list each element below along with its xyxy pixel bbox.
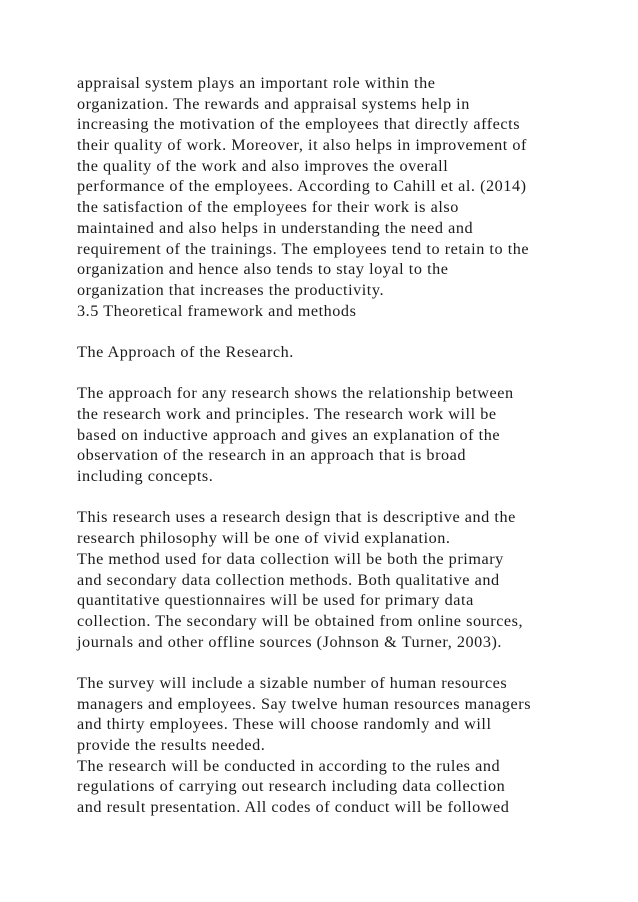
text-line: performance of the employees. According to Cahill et al. (2014) bbox=[77, 177, 527, 196]
text-line: This research uses a research design that is descriptive and the bbox=[77, 508, 516, 527]
section-heading: 3.5 Theoretical framework and methods bbox=[77, 301, 357, 320]
text-line: research philosophy will be one of vivid explanation. bbox=[77, 529, 451, 548]
blank-line bbox=[77, 487, 617, 508]
text-line: collection. The secondary will be obtained from online sources, bbox=[77, 611, 524, 630]
text-line: based on inductive approach and gives an explanation of the bbox=[77, 425, 501, 444]
text-line: and secondary data collection methods. Both qualitative and bbox=[77, 570, 500, 589]
text-line: The approach for any research shows the relationship between bbox=[77, 384, 514, 403]
text-line: provide the results needed. bbox=[77, 736, 266, 754]
text-line: organization that increases the productivity. bbox=[77, 280, 385, 299]
blank-line bbox=[77, 321, 617, 342]
text-line: The method used for data collection will be both the primary bbox=[77, 549, 504, 568]
text-line: the satisfaction of the employees for their work is also bbox=[77, 198, 459, 217]
text-line: regulations of carrying out research including data collection bbox=[77, 777, 506, 796]
text-line: managers and employees. Say twelve human resources managers bbox=[77, 694, 532, 713]
text-line: The research will be conducted in according to the rules and bbox=[77, 756, 501, 775]
blank-line bbox=[77, 363, 617, 384]
text-line: and thirty employees. These will choose randomly and will bbox=[77, 715, 492, 734]
text-line: requirement of the trainings. The employees tend to retain to the bbox=[77, 239, 530, 258]
text-line: including concepts. bbox=[77, 467, 214, 486]
text-line: The survey will include a sizable number of human resources bbox=[77, 673, 508, 692]
text-line: organization. The rewards and appraisal systems help in bbox=[77, 94, 470, 113]
text-line: their quality of work. Moreover, it also helps in improvement of bbox=[77, 136, 527, 155]
text-line: quantitative questionnaires will be used for primary data bbox=[77, 591, 474, 610]
text-line: and result presentation. All codes of conduct will be followed bbox=[77, 798, 510, 817]
subsection-heading: The Approach of the Research. bbox=[77, 342, 294, 361]
text-line: maintained and also helps in understanding the need and bbox=[77, 218, 474, 237]
text-line: organization and hence also tends to stay loyal to the bbox=[77, 260, 449, 279]
blank-line bbox=[77, 652, 617, 673]
text-line: observation of the research in an approach that is broad bbox=[77, 446, 467, 465]
text-line: the quality of the work and also improves the overall bbox=[77, 156, 449, 175]
text-line: increasing the motivation of the employees that directly affects bbox=[77, 115, 521, 134]
document-body bbox=[77, 73, 617, 818]
text-line: the research work and principles. The research work will be bbox=[77, 405, 497, 423]
text-line: appraisal system plays an important role within the bbox=[77, 74, 436, 92]
text-line: journals and other offline sources (Johnson & Turner, 2003). bbox=[77, 632, 502, 651]
